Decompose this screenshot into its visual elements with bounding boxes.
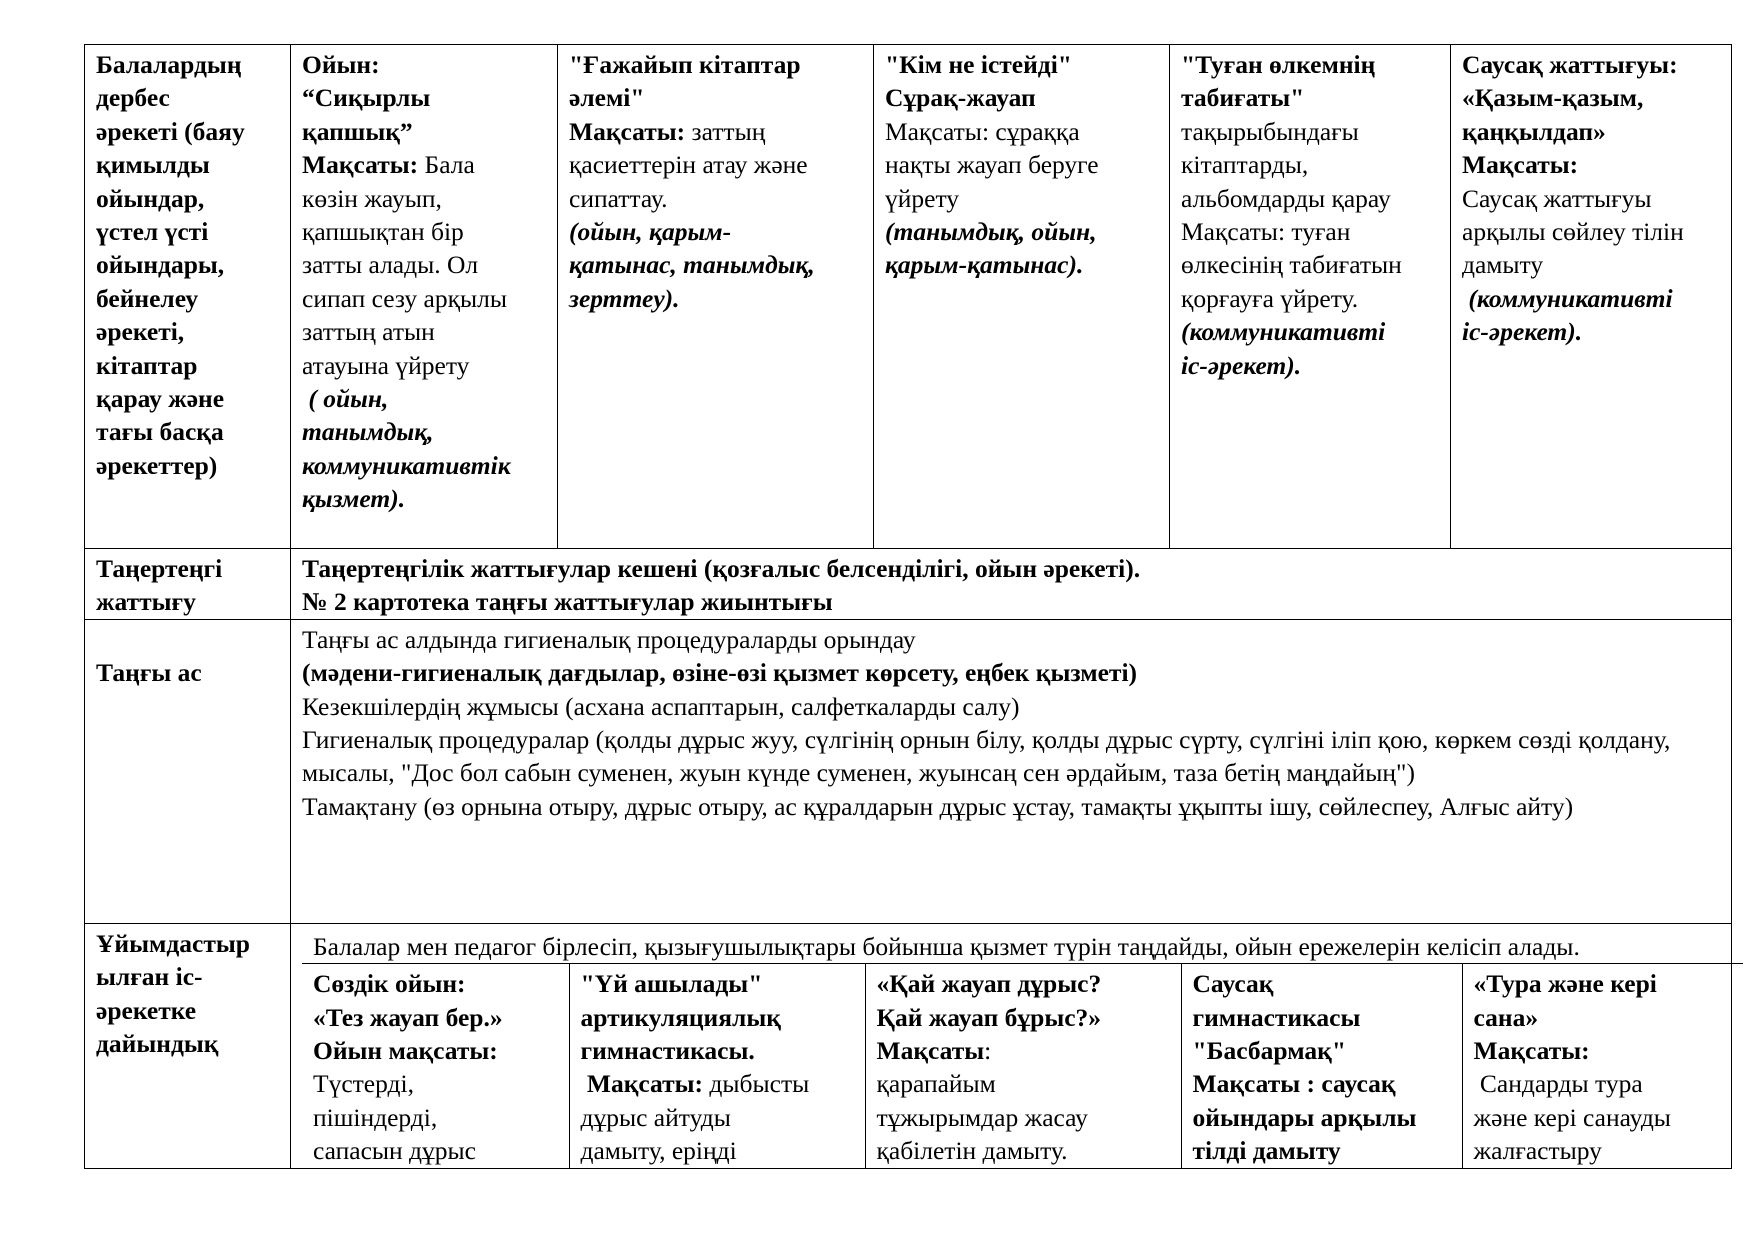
row-breakfast xyxy=(85,619,1732,923)
prep-cell-count-forward-back: «Тура және кері сана» Мақсаты: Сандарды тура және кері санауды жалғастыру xyxy=(1462,964,1743,1168)
prep-cell-right-wrong: «Қай жауап дұрыс? Қай жауап бұрыс?» Мақсаты: қарапайым тұжырымдар жасау қабілетін дамыту. xyxy=(865,964,1181,1168)
activity-cell-book-world: "Ғажайып кітаптар әлемі" Мақсаты: заттың қасиеттерін атау және сипаттау. (ойын, қарым- қатынас, танымдық, зерттеу). xyxy=(558,45,874,549)
row-label-breakfast: Таңғы ас xyxy=(85,619,291,923)
activity-cell-who-does-what: "Кім не істейді" Сұрақ-жауап Мақсаты: сұраққа нақты жауап беруге үйрету (танымдық, ойын, қарым-қатынас). xyxy=(874,45,1170,549)
prep-cell-thumb: Саусақ гимнастикасы "Басбармақ" Мақсаты : саусақ ойындары арқылы тілді дамыту xyxy=(1181,964,1462,1168)
row-independent-activity xyxy=(85,45,1732,549)
row-activity-preparation xyxy=(85,923,1732,1168)
row-label-morning-exercise: Таңертеңгі жаттығу xyxy=(85,549,291,620)
row-morning-exercise xyxy=(85,549,1732,620)
activity-cell-magic-bag: Ойын: “Сиқырлы қапшық” Мақсаты: Бала көзін жауып, қапшықтан бір затты алады. Ол сипап сезу арқылы заттың атын атауына үйрету ( ойын, танымдық, коммуникативтік қызмет). xyxy=(291,45,558,549)
prep-cell-house-opens: "Үй ашылады" артикуляциялық гимнастикасы. Мақсаты: дыбысты дұрыс айтуды дамыту, еріңді xyxy=(569,964,865,1168)
row-label-activity-preparation: Ұйымдастыр ылған іс- әрекетке дайындық xyxy=(85,923,291,1168)
activity-preparation-content xyxy=(291,923,1732,1168)
activity-cell-native-nature: "Туған өлкемнің табиғаты" тақырыбындағы кітаптарды, альбомдарды қарау Мақсаты: туған өлкесінің табиғатын қорғауға үйрету. (коммуникативті іс-әрекет). xyxy=(1170,45,1451,549)
breakfast-content: Таңғы ас алдында гигиеналық процедураларды орындау (мәдени-гигиеналық дағдылар, өзіне-өзі қызмет көрсету, еңбек қызметі) Кезекшілердің жұмысы (асхана аспаптарын, салфеткаларды салу) Гигиеналық процедуралар (қолды дұрыс жуу, сүлгінің орнын білу, қолды дұрыс сүрту, сүлгіні іліп қою, көркем сөзді қолдану, мысалы, "Дос бол сабын суменен, жуын күнде суменен, жуынсаң сен әрдайым, таза бетің маңдайың") Тамақтану (өз орнына отыру, дұрыс отыру, ас құралдарын дұрыс ұстау, тамақты ұқыпты ішу, сөйлеспеу, Алғыс айту) xyxy=(291,619,1732,923)
activity-cell-finger-exercise: Саусақ жаттығуы: «Қазым-қазым, қаңқылдап» Мақсаты: Саусақ жаттығуы арқылы сөйлеу тілін дамыту (коммуникативті іс-әрекет). xyxy=(1451,45,1732,549)
schedule-table xyxy=(84,44,1732,1169)
row-label-independent-activity: Балалардың дербес әрекеті (баяу қимылды ойындар, үстел үсті ойындары, бейнелеу әрекеті, кітаптар қарау және тағы басқа әрекеттер) xyxy=(85,45,291,549)
morning-exercise-content: Таңертеңгілік жаттығулар кешені (қозғалыс белсенділігі, ойын әрекеті). № 2 картотека таңғы жаттығулар жиынтығы xyxy=(291,549,1732,620)
preparation-subtable xyxy=(302,963,1743,1167)
prep-cell-quick-answer: Сөздік ойын: «Тез жауап бер.» Ойын мақсаты: Түстерді, пішіндерді, сапасын дұрыс xyxy=(302,964,569,1168)
preparation-intro: Балалар мен педагог бірлесіп, қызығушылықтары бойынша қызмет түрін таңдайды, ойын ережелерін келісіп алады. xyxy=(313,931,1580,961)
